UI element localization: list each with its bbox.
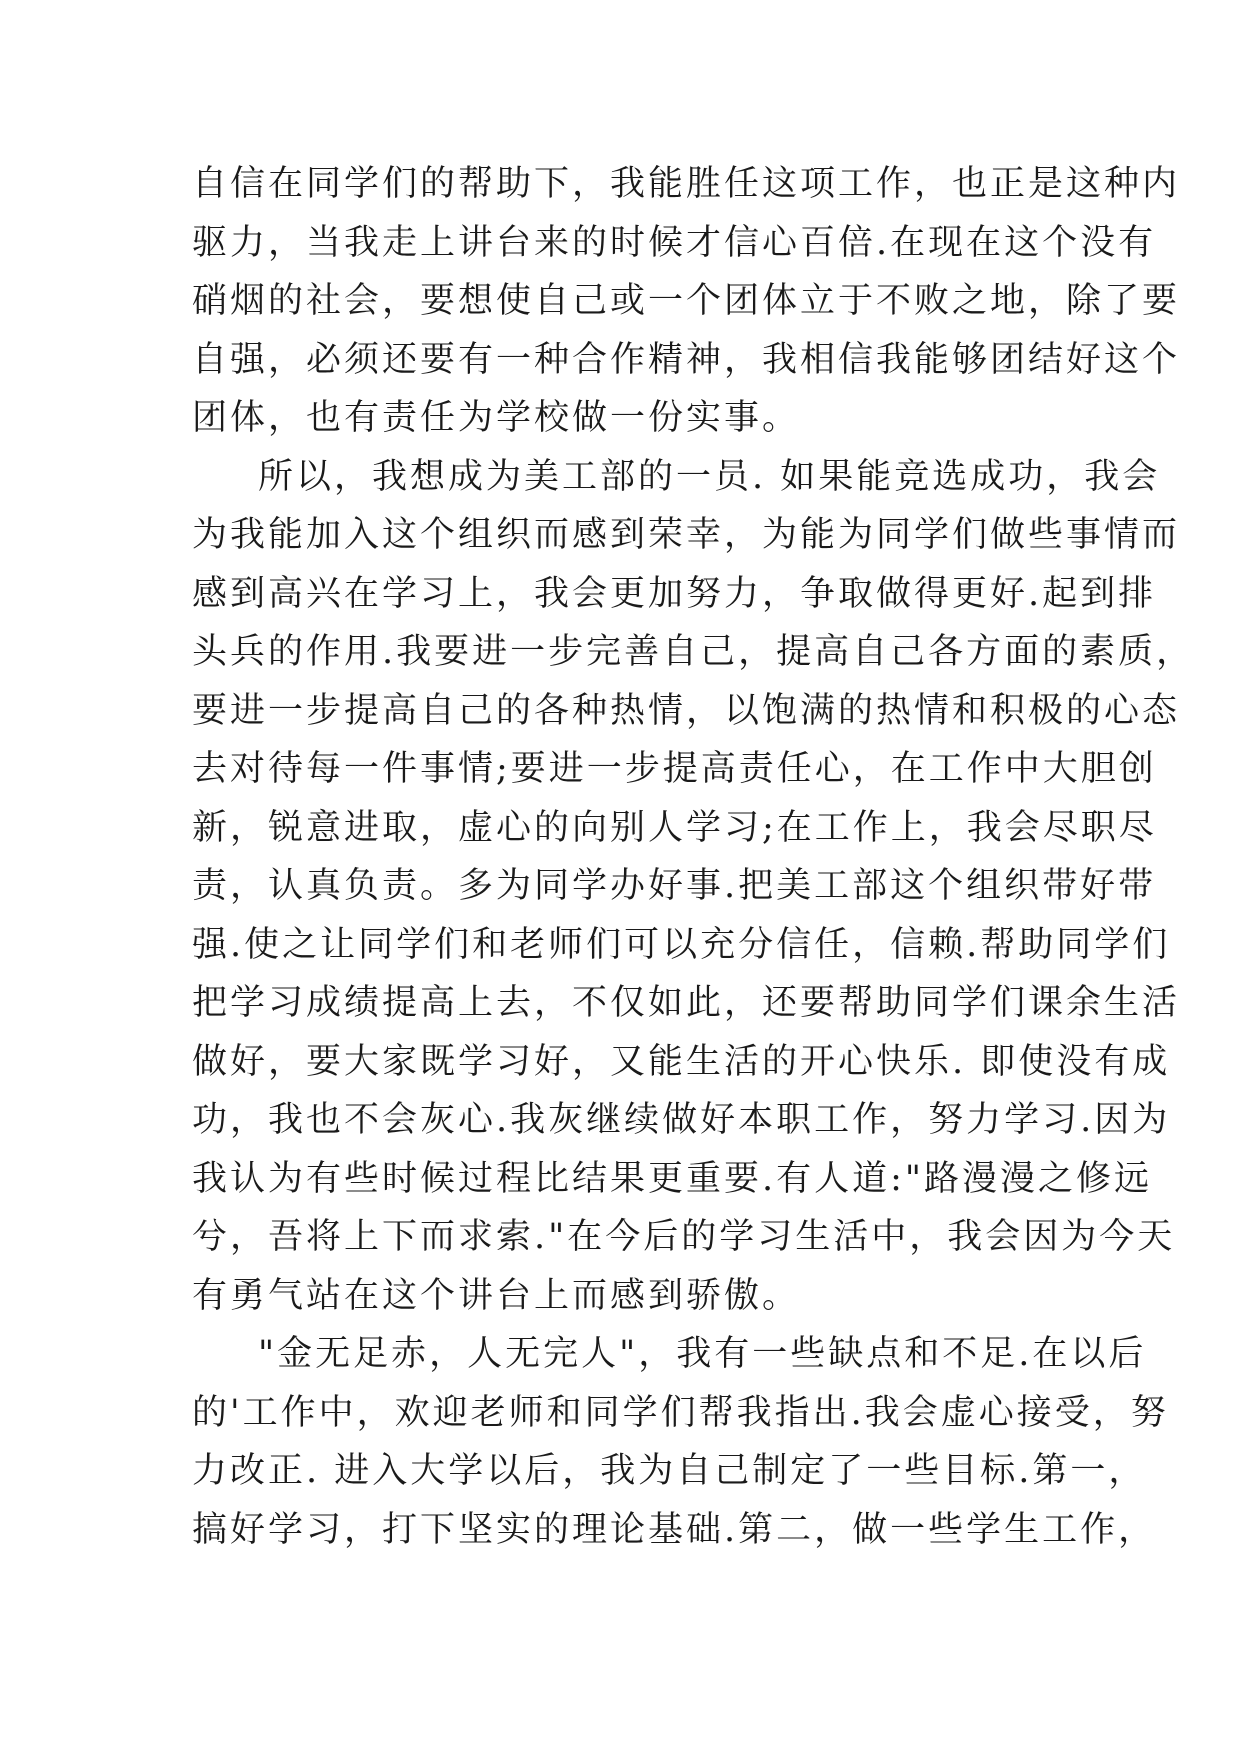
text-line: 我认为有些时候过程比结果更重要.有人道:"路漫漫之修远	[192, 1158, 1153, 1199]
body-text	[192, 155, 1195, 1559]
text-line: 的'工作中，欢迎老师和同学们帮我指出.我会虚心接受，努	[192, 1392, 1169, 1433]
text-line: 自信在同学们的帮助下，我能胜任这项工作，也正是这种内	[192, 164, 1181, 204]
text-line: 做好，要大家既学习好，又能生活的开心快乐. 即使没有成	[192, 1041, 1171, 1082]
text-line: 自强，必须还要有一种合作精神，我相信我能够团结好这个	[192, 339, 1181, 380]
text-line: 去对待每一件事情;要进一步提高责任心，在工作中大胆创	[192, 749, 1157, 789]
text-line: 搞好学习，打下坚实的理论基础.第二，做一些学生工作，	[192, 1509, 1157, 1550]
text-line: 新，锐意进取，虚心的向别人学习;在工作上，我会尽职尽	[192, 807, 1157, 848]
text-line: 有勇气站在这个讲台上而感到骄傲。	[192, 1275, 801, 1316]
text-line: 头兵的作用.我要进一步完善自己，提高自己各方面的素质，	[192, 632, 1195, 672]
text-line: 功，我也不会灰心.我灰继续做好本职工作，努力学习.因为	[192, 1100, 1171, 1140]
paragraph-first-line: "金无足赤，人无完人"，我有一些缺点和不足.在以后	[258, 1334, 1147, 1374]
text-line: 兮，吾将上下而求索."在今后的学习生活中，我会因为今天	[192, 1217, 1176, 1257]
text-line: 团体，也有责任为学校做一份实事。	[192, 398, 801, 438]
text-line: 为我能加入这个组织而感到荣幸，为能为同学们做些事情而	[192, 515, 1181, 555]
text-line: 力改正. 进入大学以后，我为自己制定了一些目标.第一，	[192, 1451, 1147, 1491]
text-line: 责，认真负责。多为同学办好事.把美工部这个组织带好带	[192, 866, 1157, 906]
text-line: 强.使之让同学们和老师们可以充分信任，信赖.帮助同学们	[192, 924, 1171, 965]
text-line: 驱力，当我走上讲台来的时候才信心百倍.在现在这个没有	[192, 222, 1157, 263]
paragraph-first-line: 所以，我想成为美工部的一员. 如果能竞选成功，我会	[258, 456, 1161, 497]
text-line: 要进一步提高自己的各种热情，以饱满的热情和积极的心态	[192, 690, 1181, 731]
text-line: 把学习成绩提高上去，不仅如此，还要帮助同学们课余生活	[192, 983, 1181, 1023]
text-line: 硝烟的社会，要想使自己或一个团体立于不败之地，除了要	[192, 281, 1181, 321]
text-line: 感到高兴在学习上，我会更加努力，争取做得更好.起到排	[192, 573, 1157, 614]
